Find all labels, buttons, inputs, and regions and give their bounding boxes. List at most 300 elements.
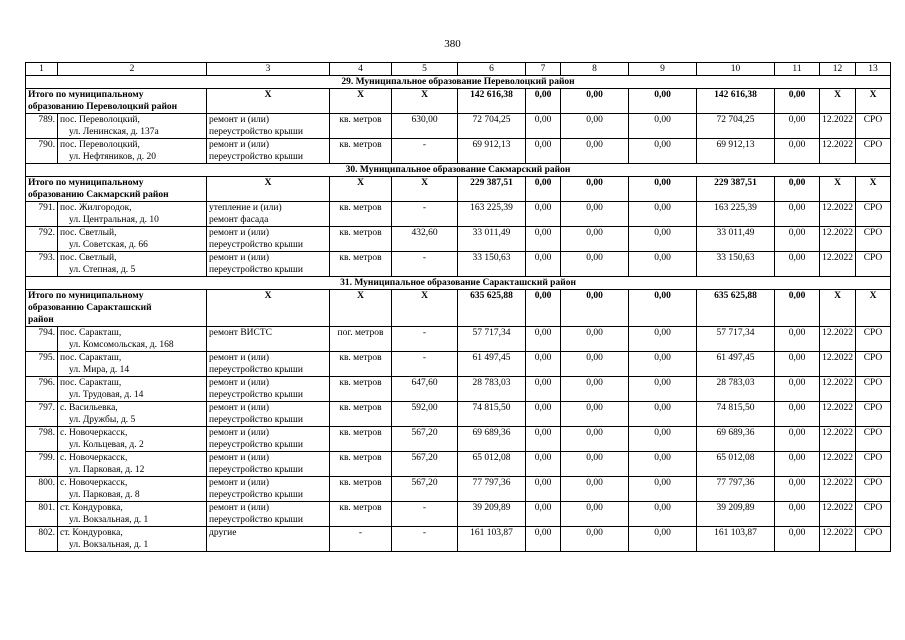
- method-cell: СРО: [856, 352, 891, 377]
- section-title-row: [26, 76, 891, 89]
- fund-cell: 0,00: [526, 502, 561, 527]
- unit-cell: кв. метров: [330, 377, 392, 402]
- address-line1: пос. Светлый,: [60, 253, 117, 263]
- deadline-cell: 12.2022: [820, 327, 856, 352]
- total-c12: X: [820, 290, 856, 327]
- method-cell: СРО: [856, 227, 891, 252]
- fund-cell: 0,00: [775, 502, 820, 527]
- section-title: 31. Муниципальное образование Саракташский район: [26, 277, 891, 290]
- work-type-line1: ремонт и (или): [209, 453, 270, 463]
- work-type-cell: [207, 377, 330, 402]
- work-type-line2: переустройство крыши: [209, 440, 303, 450]
- total-c4: X: [330, 290, 392, 327]
- work-type-cell: [207, 502, 330, 527]
- row-number: 795.: [26, 352, 58, 377]
- deadline-cell: 12.2022: [820, 477, 856, 502]
- fund-cell: 0,00: [629, 139, 697, 164]
- address-cell: [58, 502, 207, 527]
- section-title: 30. Муниципальное образование Сакмарский район: [26, 164, 891, 177]
- total-c10: 229 387,51: [697, 177, 775, 202]
- deadline-cell: 12.2022: [820, 427, 856, 452]
- total-c3: X: [207, 290, 330, 327]
- unit-cell: кв. метров: [330, 227, 392, 252]
- total-c3: X: [207, 89, 330, 114]
- total-c12: X: [820, 177, 856, 202]
- unit-cell: кв. метров: [330, 477, 392, 502]
- fund-cell: 0,00: [526, 327, 561, 352]
- address-line1: пос. Светлый,: [60, 228, 117, 238]
- quantity-cell: 567,20: [392, 427, 458, 452]
- address-line2: ул. Советская, д. 66: [69, 240, 148, 250]
- fund-cell: 0,00: [629, 202, 697, 227]
- address-cell: [58, 452, 207, 477]
- method-cell: СРО: [856, 252, 891, 277]
- total-label-line: Итого по муниципальному: [28, 291, 144, 301]
- fund-cell: 0,00: [629, 477, 697, 502]
- address-cell: [58, 139, 207, 164]
- deadline-cell: 12.2022: [820, 352, 856, 377]
- fund-cell: 0,00: [526, 427, 561, 452]
- fund-cell: 0,00: [775, 202, 820, 227]
- deadline-cell: 12.2022: [820, 252, 856, 277]
- fund-cell: 0,00: [775, 477, 820, 502]
- quantity-cell: 592,00: [392, 402, 458, 427]
- fund-cell: 0,00: [561, 327, 629, 352]
- cost-cell: 28 783,03: [697, 377, 775, 402]
- work-type-line1: ремонт и (или): [209, 428, 270, 438]
- fund-cell: 0,00: [561, 227, 629, 252]
- deadline-cell: 12.2022: [820, 402, 856, 427]
- total-label-line: образованию Переволоцкий район: [28, 102, 178, 112]
- table-row: [26, 227, 891, 252]
- fund-cell: 0,00: [526, 377, 561, 402]
- address-cell: [58, 427, 207, 452]
- row-number: 789.: [26, 114, 58, 139]
- total-label: [26, 89, 207, 114]
- address-line2: ул. Нефтяников, д. 20: [69, 152, 156, 162]
- work-type-cell: [207, 139, 330, 164]
- work-type-line1: ремонт и (или): [209, 228, 270, 238]
- cost-total-cell: 33 150,63: [458, 252, 526, 277]
- work-type-cell: [207, 202, 330, 227]
- fund-cell: 0,00: [775, 452, 820, 477]
- work-type-cell: [207, 527, 330, 552]
- address-line2: ул. Вокзальная, д. 1: [69, 515, 149, 525]
- cost-cell: 33 011,49: [697, 227, 775, 252]
- quantity-cell: 567,20: [392, 477, 458, 502]
- quantity-cell: -: [392, 139, 458, 164]
- table-row: [26, 477, 891, 502]
- address-line1: пос. Саракташ,: [60, 328, 122, 338]
- quantity-cell: -: [392, 352, 458, 377]
- address-cell: [58, 527, 207, 552]
- method-cell: СРО: [856, 427, 891, 452]
- cost-total-cell: 74 815,50: [458, 402, 526, 427]
- fund-cell: 0,00: [775, 139, 820, 164]
- unit-cell: кв. метров: [330, 352, 392, 377]
- fund-cell: 0,00: [629, 114, 697, 139]
- total-c11: 0,00: [775, 89, 820, 114]
- unit-cell: кв. метров: [330, 402, 392, 427]
- method-cell: СРО: [856, 402, 891, 427]
- unit-cell: кв. метров: [330, 202, 392, 227]
- address-cell: [58, 377, 207, 402]
- address-cell: [58, 352, 207, 377]
- cost-total-cell: 163 225,39: [458, 202, 526, 227]
- total-c5: X: [392, 290, 458, 327]
- total-c8: 0,00: [561, 290, 629, 327]
- column-number: 2: [58, 63, 207, 76]
- total-c7: 0,00: [526, 89, 561, 114]
- row-number: 798.: [26, 427, 58, 452]
- address-cell: [58, 402, 207, 427]
- fund-cell: 0,00: [526, 477, 561, 502]
- unit-cell: -: [330, 527, 392, 552]
- total-c13: X: [856, 89, 891, 114]
- cost-total-cell: 69 912,13: [458, 139, 526, 164]
- unit-cell: кв. метров: [330, 252, 392, 277]
- address-line1: пос. Переволоцкий,: [60, 115, 140, 125]
- cost-cell: 74 815,50: [697, 402, 775, 427]
- address-line1: ст. Кондуровка,: [60, 503, 123, 513]
- section-total-row: [26, 290, 891, 327]
- work-type-line1: ремонт и (или): [209, 503, 270, 513]
- total-c8: 0,00: [561, 177, 629, 202]
- fund-cell: 0,00: [526, 352, 561, 377]
- address-line1: пос. Саракташ,: [60, 353, 122, 363]
- unit-cell: кв. метров: [330, 114, 392, 139]
- quantity-cell: -: [392, 252, 458, 277]
- work-type-line2: переустройство крыши: [209, 152, 303, 162]
- cost-cell: 163 225,39: [697, 202, 775, 227]
- fund-cell: 0,00: [629, 402, 697, 427]
- page-number: 380: [444, 38, 461, 50]
- work-type-line1: ремонт и (или): [209, 115, 270, 125]
- fund-cell: 0,00: [526, 402, 561, 427]
- fund-cell: 0,00: [775, 427, 820, 452]
- column-number: 3: [207, 63, 330, 76]
- work-type-line2: переустройство крыши: [209, 240, 303, 250]
- column-number: 9: [629, 63, 697, 76]
- work-type-line2: переустройство крыши: [209, 127, 303, 137]
- fund-cell: 0,00: [775, 327, 820, 352]
- address-line1: с. Васильевка,: [60, 403, 118, 413]
- total-c8: 0,00: [561, 89, 629, 114]
- total-label-line: район: [28, 315, 54, 325]
- cost-cell: 33 150,63: [697, 252, 775, 277]
- row-number: 797.: [26, 402, 58, 427]
- table-row: [26, 252, 891, 277]
- address-line1: пос. Жилгородок,: [60, 203, 132, 213]
- column-number: 13: [856, 63, 891, 76]
- work-type-line2: переустройство крыши: [209, 465, 303, 475]
- address-cell: [58, 477, 207, 502]
- work-type-cell: [207, 477, 330, 502]
- column-number-row: [26, 63, 891, 76]
- total-c5: X: [392, 177, 458, 202]
- section-title-row: [26, 277, 891, 290]
- address-line2: ул. Дружбы, д. 5: [69, 415, 136, 425]
- cost-total-cell: 39 209,89: [458, 502, 526, 527]
- work-type-line2: переустройство крыши: [209, 515, 303, 525]
- fund-cell: 0,00: [561, 202, 629, 227]
- address-line2: ул. Ленинская, д. 137а: [69, 127, 159, 137]
- work-type-cell: [207, 327, 330, 352]
- total-c3: X: [207, 177, 330, 202]
- column-number: 7: [526, 63, 561, 76]
- work-type-line2: переустройство крыши: [209, 490, 303, 500]
- total-label-line: образованию Сакмарский район: [28, 190, 169, 200]
- total-c13: X: [856, 290, 891, 327]
- deadline-cell: 12.2022: [820, 452, 856, 477]
- quantity-cell: -: [392, 327, 458, 352]
- table-row: [26, 502, 891, 527]
- address-cell: [58, 227, 207, 252]
- fund-cell: 0,00: [561, 352, 629, 377]
- unit-cell: кв. метров: [330, 452, 392, 477]
- total-label: [26, 177, 207, 202]
- work-type-line1: ремонт ВИСТС: [209, 328, 273, 338]
- address-line2: ул. Комсомольская, д. 168: [69, 340, 174, 350]
- section-title-row: [26, 164, 891, 177]
- work-type-cell: [207, 114, 330, 139]
- cost-cell: 57 717,34: [697, 327, 775, 352]
- unit-cell: кв. метров: [330, 502, 392, 527]
- total-c7: 0,00: [526, 290, 561, 327]
- section-total-row: [26, 177, 891, 202]
- fund-cell: 0,00: [561, 114, 629, 139]
- cost-total-cell: 33 011,49: [458, 227, 526, 252]
- total-label-line: Итого по муниципальному: [28, 178, 144, 188]
- total-c5: X: [392, 89, 458, 114]
- total-c11: 0,00: [775, 177, 820, 202]
- column-number: 5: [392, 63, 458, 76]
- column-number: 6: [458, 63, 526, 76]
- fund-cell: 0,00: [629, 352, 697, 377]
- address-cell: [58, 114, 207, 139]
- fund-cell: 0,00: [629, 427, 697, 452]
- table-row: [26, 327, 891, 352]
- address-line2: ул. Парковая, д. 12: [69, 465, 145, 475]
- work-type-line1: другие: [209, 528, 237, 538]
- column-number: 4: [330, 63, 392, 76]
- fund-cell: 0,00: [629, 227, 697, 252]
- section-total-row: [26, 89, 891, 114]
- work-type-cell: [207, 427, 330, 452]
- fund-cell: 0,00: [775, 252, 820, 277]
- fund-cell: 0,00: [526, 202, 561, 227]
- table-row: [26, 452, 891, 477]
- table-row: [26, 427, 891, 452]
- fund-cell: 0,00: [561, 477, 629, 502]
- work-type-line1: ремонт и (или): [209, 378, 270, 388]
- quantity-cell: -: [392, 527, 458, 552]
- cost-cell: 61 497,45: [697, 352, 775, 377]
- total-label-line: Итого по муниципальному: [28, 90, 144, 100]
- method-cell: СРО: [856, 477, 891, 502]
- deadline-cell: 12.2022: [820, 202, 856, 227]
- work-type-cell: [207, 227, 330, 252]
- deadline-cell: 12.2022: [820, 377, 856, 402]
- fund-cell: 0,00: [775, 114, 820, 139]
- cost-cell: 77 797,36: [697, 477, 775, 502]
- address-cell: [58, 252, 207, 277]
- work-type-line1: утепление и (или): [209, 203, 282, 213]
- quantity-cell: 432,60: [392, 227, 458, 252]
- work-type-line2: переустройство крыши: [209, 390, 303, 400]
- method-cell: СРО: [856, 202, 891, 227]
- column-number: 10: [697, 63, 775, 76]
- quantity-cell: -: [392, 502, 458, 527]
- deadline-cell: 12.2022: [820, 114, 856, 139]
- fund-cell: 0,00: [629, 252, 697, 277]
- method-cell: СРО: [856, 327, 891, 352]
- work-type-line1: ремонт и (или): [209, 140, 270, 150]
- address-line2: ул. Парковая, д. 8: [69, 490, 140, 500]
- address-line2: ул. Вокзальная, д. 1: [69, 540, 149, 550]
- fund-cell: 0,00: [561, 502, 629, 527]
- method-cell: СРО: [856, 527, 891, 552]
- quantity-cell: 567,20: [392, 452, 458, 477]
- total-c13: X: [856, 177, 891, 202]
- fund-cell: 0,00: [526, 139, 561, 164]
- capital-repair-table: [25, 62, 891, 552]
- row-number: 796.: [26, 377, 58, 402]
- fund-cell: 0,00: [561, 377, 629, 402]
- quantity-cell: -: [392, 202, 458, 227]
- cost-total-cell: 57 717,34: [458, 327, 526, 352]
- fund-cell: 0,00: [561, 527, 629, 552]
- fund-cell: 0,00: [629, 527, 697, 552]
- fund-cell: 0,00: [526, 252, 561, 277]
- unit-cell: кв. метров: [330, 427, 392, 452]
- cost-cell: 69 912,13: [697, 139, 775, 164]
- total-c10: 142 616,38: [697, 89, 775, 114]
- total-c9: 0,00: [629, 177, 697, 202]
- fund-cell: 0,00: [561, 139, 629, 164]
- total-c6: 142 616,38: [458, 89, 526, 114]
- address-line1: пос. Саракташ,: [60, 378, 122, 388]
- address-line1: пос. Переволоцкий,: [60, 140, 140, 150]
- fund-cell: 0,00: [561, 402, 629, 427]
- cost-cell: 161 103,87: [697, 527, 775, 552]
- work-type-line1: ремонт и (или): [209, 403, 270, 413]
- deadline-cell: 12.2022: [820, 502, 856, 527]
- fund-cell: 0,00: [629, 452, 697, 477]
- work-type-line2: переустройство крыши: [209, 265, 303, 275]
- fund-cell: 0,00: [775, 527, 820, 552]
- work-type-line1: ремонт и (или): [209, 478, 270, 488]
- deadline-cell: 12.2022: [820, 227, 856, 252]
- table-row: [26, 114, 891, 139]
- work-type-line2: переустройство крыши: [209, 365, 303, 375]
- total-c4: X: [330, 89, 392, 114]
- total-c7: 0,00: [526, 177, 561, 202]
- fund-cell: 0,00: [526, 452, 561, 477]
- deadline-cell: 12.2022: [820, 527, 856, 552]
- work-type-cell: [207, 402, 330, 427]
- cost-total-cell: 72 704,25: [458, 114, 526, 139]
- work-type-line2: ремонт фасада: [209, 215, 269, 225]
- cost-total-cell: 77 797,36: [458, 477, 526, 502]
- total-c6: 229 387,51: [458, 177, 526, 202]
- deadline-cell: 12.2022: [820, 139, 856, 164]
- address-line1: с. Новочеркасск,: [60, 453, 128, 463]
- table-row: [26, 202, 891, 227]
- column-number: 8: [561, 63, 629, 76]
- table-body: [26, 63, 891, 552]
- quantity-cell: 630,00: [392, 114, 458, 139]
- total-c4: X: [330, 177, 392, 202]
- method-cell: СРО: [856, 452, 891, 477]
- row-number: 792.: [26, 227, 58, 252]
- total-c10: 635 625,88: [697, 290, 775, 327]
- address-line1: с. Новочеркасск,: [60, 478, 128, 488]
- fund-cell: 0,00: [526, 227, 561, 252]
- cost-total-cell: 69 689,36: [458, 427, 526, 452]
- total-label-line: образованию Саракташский: [28, 303, 152, 313]
- unit-cell: кв. метров: [330, 139, 392, 164]
- address-line2: ул. Степная, д. 5: [69, 265, 136, 275]
- row-number: 800.: [26, 477, 58, 502]
- row-number: 799.: [26, 452, 58, 477]
- fund-cell: 0,00: [629, 327, 697, 352]
- total-c11: 0,00: [775, 290, 820, 327]
- address-line1: с. Новочеркасск,: [60, 428, 128, 438]
- total-c12: X: [820, 89, 856, 114]
- work-type-cell: [207, 352, 330, 377]
- table-row: [26, 527, 891, 552]
- fund-cell: 0,00: [775, 352, 820, 377]
- column-number: 12: [820, 63, 856, 76]
- row-number: 802.: [26, 527, 58, 552]
- row-number: 791.: [26, 202, 58, 227]
- table-row: [26, 352, 891, 377]
- method-cell: СРО: [856, 114, 891, 139]
- fund-cell: 0,00: [526, 114, 561, 139]
- fund-cell: 0,00: [561, 252, 629, 277]
- address-cell: [58, 327, 207, 352]
- fund-cell: 0,00: [561, 427, 629, 452]
- method-cell: СРО: [856, 502, 891, 527]
- fund-cell: 0,00: [775, 227, 820, 252]
- address-cell: [58, 202, 207, 227]
- table-row: [26, 377, 891, 402]
- column-number: 1: [26, 63, 58, 76]
- quantity-cell: 647,60: [392, 377, 458, 402]
- fund-cell: 0,00: [775, 402, 820, 427]
- unit-cell: пог. метров: [330, 327, 392, 352]
- total-label: [26, 290, 207, 327]
- method-cell: СРО: [856, 377, 891, 402]
- table-row: [26, 139, 891, 164]
- address-line2: ул. Центральная, д. 10: [69, 215, 159, 225]
- work-type-cell: [207, 252, 330, 277]
- work-type-cell: [207, 452, 330, 477]
- method-cell: СРО: [856, 139, 891, 164]
- total-c9: 0,00: [629, 290, 697, 327]
- row-number: 801.: [26, 502, 58, 527]
- column-number: 11: [775, 63, 820, 76]
- fund-cell: 0,00: [629, 377, 697, 402]
- cost-total-cell: 61 497,45: [458, 352, 526, 377]
- table-row: [26, 402, 891, 427]
- address-line1: ст. Кондуровка,: [60, 528, 123, 538]
- cost-total-cell: 28 783,03: [458, 377, 526, 402]
- section-title: 29. Муниципальное образование Переволоцкий район: [26, 76, 891, 89]
- row-number: 793.: [26, 252, 58, 277]
- fund-cell: 0,00: [561, 452, 629, 477]
